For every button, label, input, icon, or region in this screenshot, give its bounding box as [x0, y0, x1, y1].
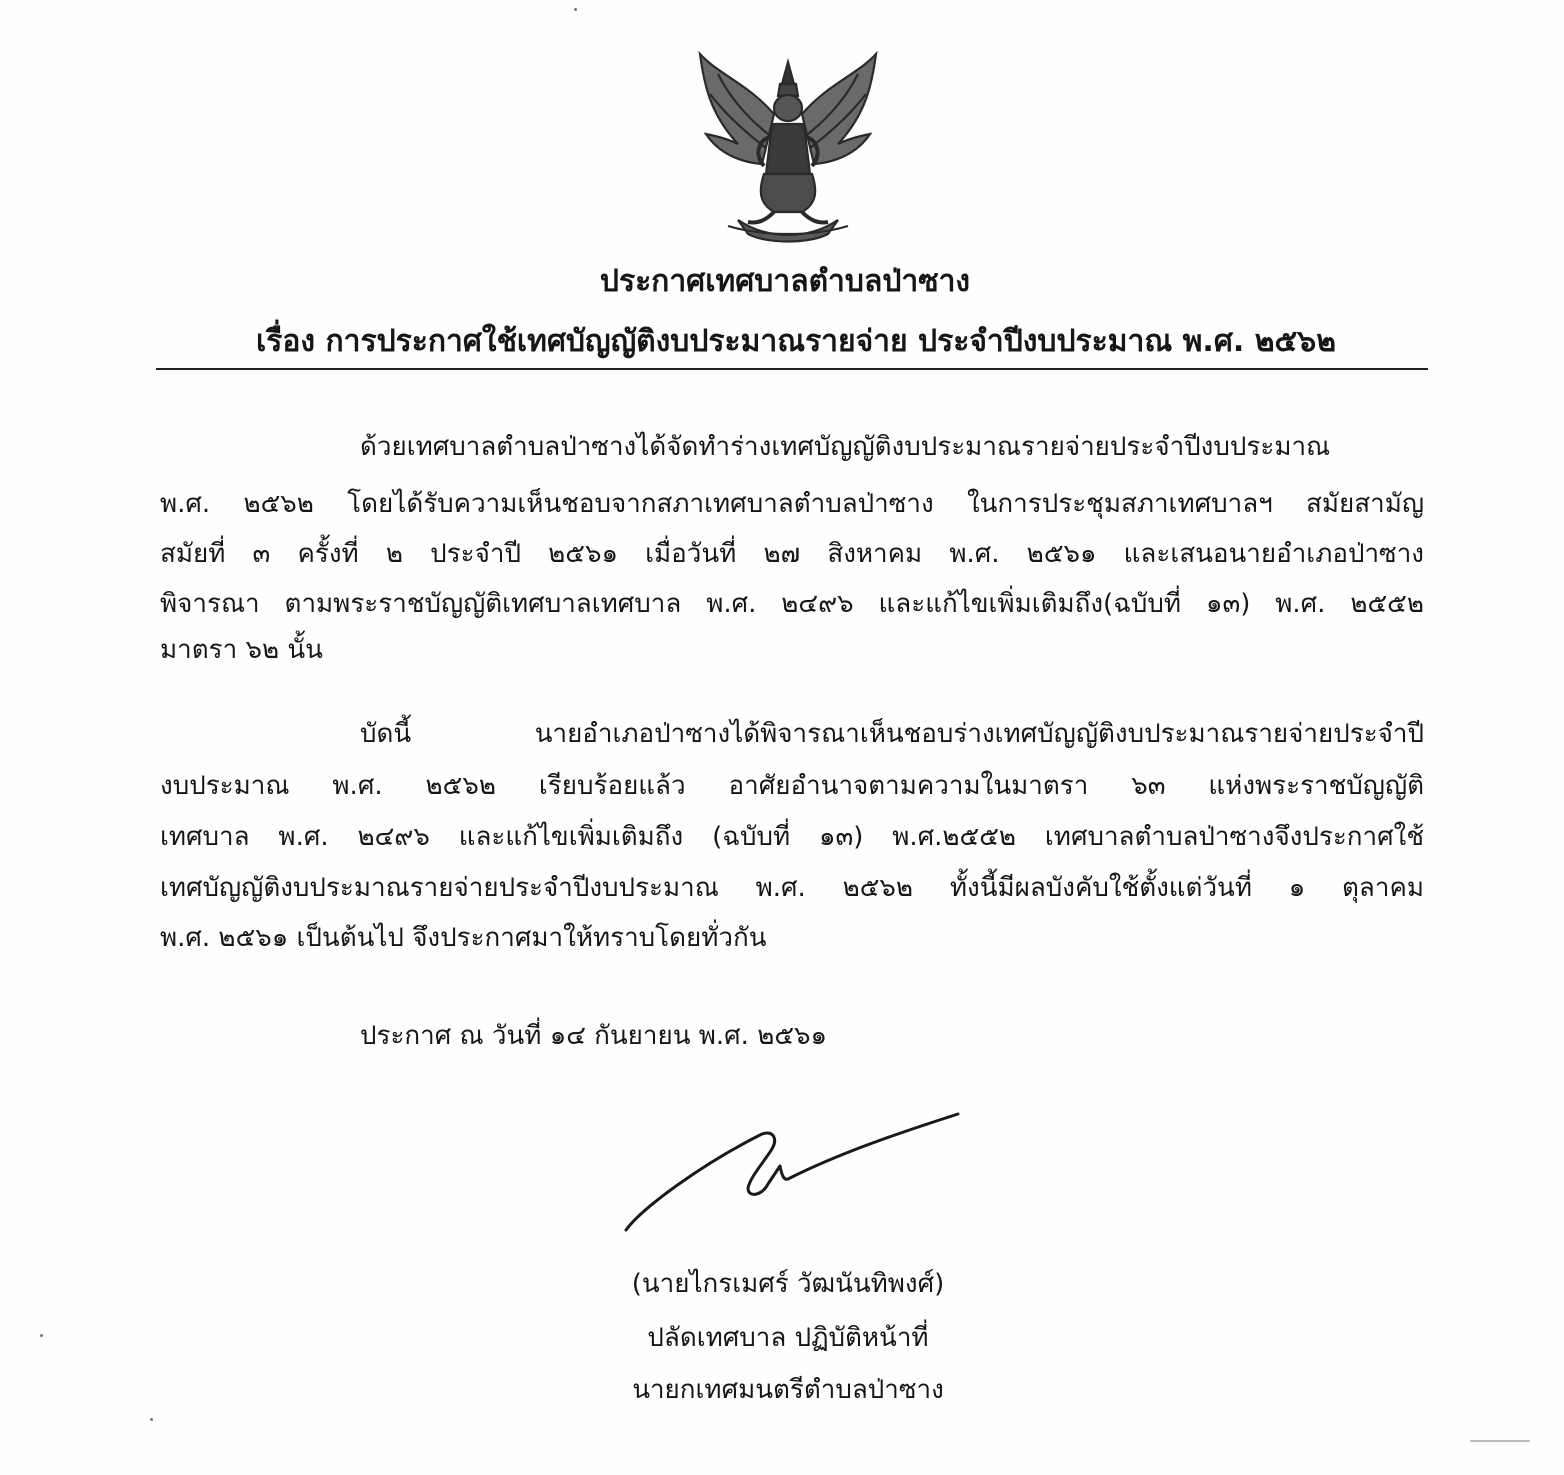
handwritten-signature [612, 1112, 972, 1242]
paragraph1-line: มาตรา ๖๒ นั้น [160, 635, 323, 665]
paragraph1-line: พิจารณา ตามพระราชบัญญัติเทศบาลเทศบาล พ.ศ. ๒๔๙๖ และแก้ไขเพิ่มเติมถึง(ฉบับที่ ๑๓) พ.ศ. ๒๕๕๒ [160, 589, 1424, 619]
scan-speck [150, 1418, 153, 1421]
signatory-name: (นายไกรเมศร์ วัฒนันทิพงศ์) [631, 1269, 945, 1299]
scan-speck [40, 1334, 43, 1337]
garuda-emblem [688, 44, 888, 244]
scan-speck [1470, 1440, 1530, 1442]
paragraph2-line: เทศบัญญัติงบประมาณรายจ่ายประจำปีงบประมาณ พ.ศ. ๒๕๖๒ ทั้งนี้มีผลบังคับใช้ตั้งแต่วันที่ ๑ ตุลาคม [160, 873, 1424, 903]
paragraph1-line: พ.ศ. ๒๕๖๒ โดยได้รับความเห็นชอบจากสภาเทศบาลตำบลป่าซาง ในการประชุมสภาเทศบาลฯ สมัยสามัญ [160, 489, 1424, 519]
header-divider [156, 368, 1428, 370]
paragraph2-line: งบประมาณ พ.ศ. ๒๕๖๒ เรียบร้อยแล้ว อาศัยอำนาจตามความในมาตรา ๖๓ แห่งพระราชบัญญัติ [160, 771, 1424, 801]
announcement-subject: เรื่อง การประกาศใช้เทศบัญญัติงบประมาณรายจ่าย ประจำปีงบประมาณ พ.ศ. ๒๕๖๒ [256, 324, 1336, 359]
paragraph1-line: ด้วยเทศบาลตำบลป่าซางได้จัดทำร่างเทศบัญญัติงบประมาณรายจ่ายประจำปีงบประมาณ [360, 432, 1331, 462]
paragraph2-line: พ.ศ. ๒๕๖๑ เป็นต้นไป จึงประกาศมาให้ทราบโดยทั่วกัน [160, 923, 767, 953]
announcement-title: ประกาศเทศบาลตำบลป่าซาง [599, 264, 971, 299]
paragraph2-line: บัดนี้ นายอำเภอป่าซางได้พิจารณาเห็นชอบร่างเทศบัญญัติงบประมาณรายจ่ายประจำปี [360, 719, 1424, 749]
signatory-role: นายกเทศมนตรีตำบลป่าซาง [632, 1375, 944, 1405]
paragraph2-line: เทศบาล พ.ศ. ๒๔๙๖ และแก้ไขเพิ่มเติมถึง (ฉบับที่ ๑๓) พ.ศ.๒๕๕๒ เทศบาลตำบลป่าซางจึงประกาศใช้ [160, 822, 1424, 852]
signatory-position: ปลัดเทศบาล ปฏิบัติหน้าที่ [647, 1323, 929, 1353]
announcement-date: ประกาศ ณ วันที่ ๑๔ กันยายน พ.ศ. ๒๕๖๑ [360, 1021, 828, 1051]
paragraph1-line: สมัยที่ ๓ ครั้งที่ ๒ ประจำปี ๒๕๖๑ เมื่อวันที่ ๒๗ สิงหาคม พ.ศ. ๒๕๖๑ และเสนอนายอำเภอป่าซาง [160, 539, 1424, 569]
scan-speck [574, 8, 577, 11]
